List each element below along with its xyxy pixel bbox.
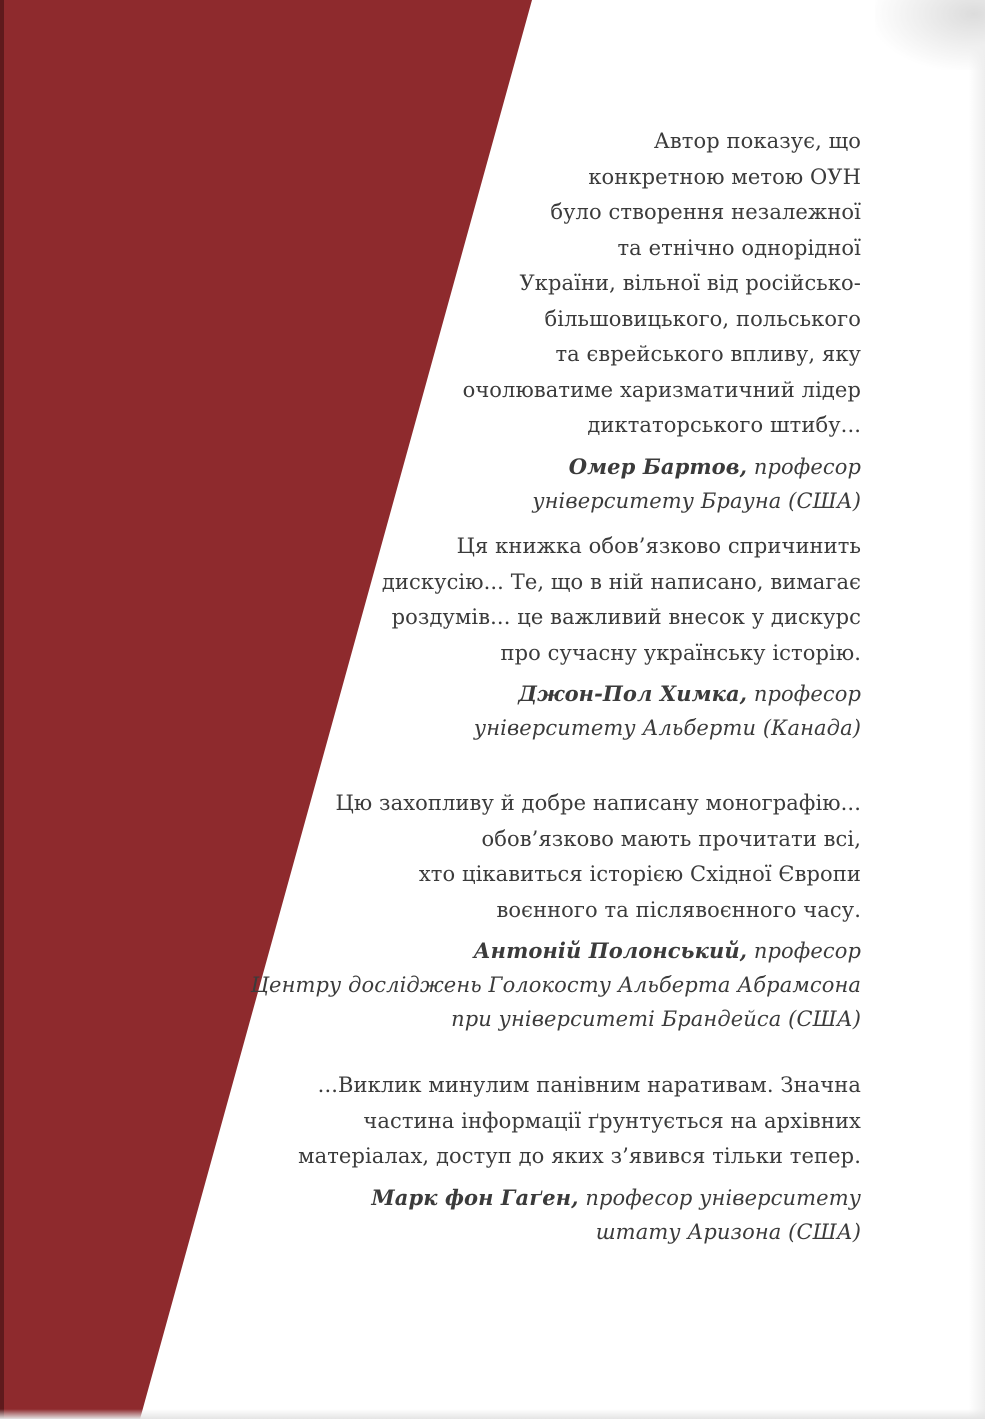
quote-line: матеріалах, доступ до яких з’явився тільки тепер. — [298, 1144, 861, 1168]
author-role: професор — [747, 454, 861, 479]
quote-line: конкретною метою ОУН — [588, 164, 861, 189]
cover-right-edge — [969, 0, 985, 1419]
author-name: Антоній Полонський, — [473, 938, 748, 963]
attribution-line — [298, 1181, 861, 1215]
cover-corner-wear — [875, 0, 985, 70]
author-affiliation: університету Альберти (Канада) — [473, 716, 861, 740]
quote-line: роздумів... це важливий внесок у дискурс — [391, 605, 861, 629]
quote-line: Цю захопливу й добре написану монографію... — [335, 791, 861, 815]
cover-left-edge — [0, 0, 4, 1419]
quote-line: частина інформації ґрунтується на архівних — [363, 1108, 861, 1133]
attribution-line — [382, 677, 861, 711]
quote-line: Автор показує, що — [653, 129, 861, 153]
quote-line: Ця книжка обов’язково спричинить — [456, 534, 861, 558]
author-role: професор — [747, 939, 861, 963]
attribution-line — [463, 450, 861, 484]
quote-line: України, вільної від російсько- — [519, 271, 861, 295]
quote-line: ...Виклик минулим панівним наративам. Значна — [317, 1073, 861, 1097]
quote-line: хто цікавиться історією Східної Європи — [418, 862, 861, 886]
author-affiliation: Центру досліджень Голокосту Альберта Абрамсона — [250, 973, 861, 997]
quote-line: та єврейського впливу, яку — [555, 342, 861, 366]
quote-line: дискусію... Те, що в ній написано, вимагає — [381, 569, 861, 594]
quote-attribution — [463, 450, 861, 518]
review-quote-polonsky — [251, 786, 861, 1036]
author-name: Джон-Пол Химка, — [518, 681, 748, 706]
author-affiliation: при університеті Брандейса (США) — [451, 1007, 861, 1031]
cover-bottom-edge — [0, 1409, 985, 1419]
quote-attribution — [251, 934, 861, 1036]
quote-line: диктаторського штибу... — [587, 413, 861, 437]
quote-line: обов’язково мають прочитати всі, — [481, 826, 861, 851]
author-role: професор — [747, 682, 861, 706]
author-name: Омер Бартов, — [568, 453, 748, 479]
author-affiliation: штату Аризона (США) — [595, 1219, 861, 1244]
quote-line: та етнічно однорідної — [617, 235, 861, 260]
quote-line: про сучасну українську історію. — [500, 640, 861, 665]
quote-attribution — [298, 1181, 861, 1249]
quote-attribution — [382, 677, 861, 745]
quote-line: воєнного та післявоєнного часу. — [496, 897, 861, 922]
review-quote-bartov — [463, 124, 861, 518]
review-quote-himka — [382, 529, 861, 745]
quote-line: було створення незалежної — [550, 200, 861, 224]
review-quote-von-hagen — [298, 1068, 861, 1249]
author-affiliation: університету Брауна (США) — [532, 488, 861, 513]
author-name: Марк фон Гаґен, — [371, 1184, 579, 1210]
author-role: професор університету — [578, 1185, 861, 1210]
quote-line: очолюватиме харизматичний лідер — [462, 377, 861, 402]
attribution-line — [251, 934, 861, 968]
quote-line: більшовицького, польського — [544, 306, 861, 331]
